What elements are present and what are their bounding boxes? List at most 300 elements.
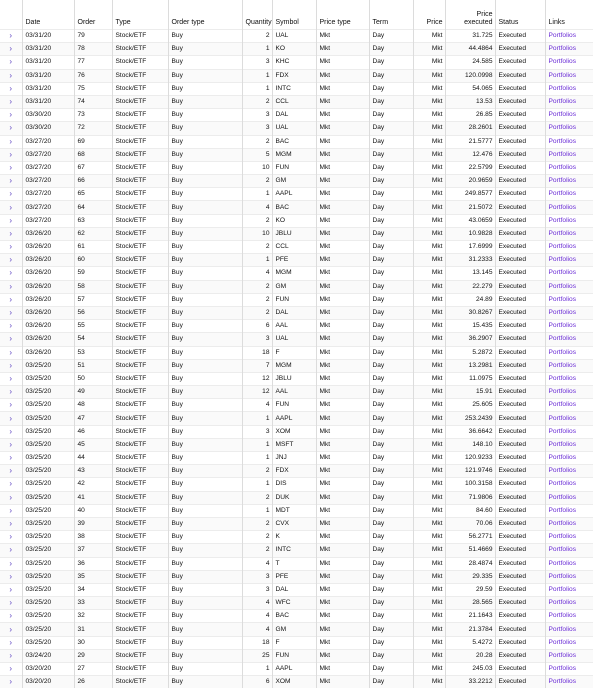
expand-row-chevron-icon[interactable]: › (0, 56, 22, 69)
expand-row-chevron-icon[interactable]: › (0, 333, 22, 346)
expand-row-chevron-icon[interactable]: › (0, 676, 22, 689)
portfolios-link[interactable]: Portfolios (545, 201, 593, 214)
term-cell: Day (369, 504, 413, 517)
price-executed-cell: 100.3158 (445, 478, 495, 491)
expand-row-chevron-icon[interactable]: › (0, 306, 22, 319)
date-cell: 03/31/20 (22, 95, 74, 108)
status-cell: Executed (495, 676, 545, 689)
date-cell: 03/27/20 (22, 175, 74, 188)
quantity-cell: 7 (242, 359, 272, 372)
status-cell: Executed (495, 557, 545, 570)
type-column-header[interactable]: Type (112, 0, 168, 30)
term-cell: Day (369, 412, 413, 425)
status-cell: Executed (495, 293, 545, 306)
portfolios-link[interactable]: Portfolios (545, 188, 593, 201)
expand-row-chevron-icon[interactable]: › (0, 557, 22, 570)
price-executed-cell: 28.2601 (445, 122, 495, 135)
symbol-cell: INTC (272, 82, 316, 95)
order-number-cell: 66 (74, 175, 112, 188)
portfolios-link[interactable]: Portfolios (545, 425, 593, 438)
table-row (0, 676, 593, 689)
portfolios-link[interactable]: Portfolios (545, 557, 593, 570)
type-cell: Stock/ETF (112, 69, 168, 82)
term-cell: Day (369, 531, 413, 544)
portfolios-link[interactable]: Portfolios (545, 293, 593, 306)
quantity-cell: 6 (242, 320, 272, 333)
portfolios-link[interactable]: Portfolios (545, 148, 593, 161)
status-cell: Executed (495, 214, 545, 227)
portfolios-link[interactable]: Portfolios (545, 30, 593, 43)
table-row (0, 399, 593, 412)
status-cell: Executed (495, 175, 545, 188)
symbol-cell: CCL (272, 241, 316, 254)
expand-row-chevron-icon[interactable]: › (0, 135, 22, 148)
price-executed-cell: 249.8577 (445, 188, 495, 201)
term-cell: Day (369, 227, 413, 240)
price-cell: Mkt (413, 188, 445, 201)
table-row (0, 214, 593, 227)
expand-row-chevron-icon[interactable]: › (0, 636, 22, 649)
expand-row-chevron-icon[interactable]: › (0, 517, 22, 530)
symbol-cell: AAL (272, 386, 316, 399)
type-cell: Stock/ETF (112, 491, 168, 504)
quantity-cell: 2 (242, 95, 272, 108)
portfolios-link[interactable]: Portfolios (545, 623, 593, 636)
expand-row-chevron-icon[interactable]: › (0, 425, 22, 438)
quantity-cell: 2 (242, 517, 272, 530)
term-cell: Day (369, 241, 413, 254)
expand-row-chevron-icon[interactable]: › (0, 346, 22, 359)
term-cell: Day (369, 438, 413, 451)
portfolios-link[interactable]: Portfolios (545, 531, 593, 544)
portfolios-link[interactable]: Portfolios (545, 372, 593, 385)
portfolios-link[interactable]: Portfolios (545, 320, 593, 333)
portfolios-link[interactable]: Portfolios (545, 43, 593, 56)
expand-row-chevron-icon[interactable]: › (0, 504, 22, 517)
expand-row-chevron-icon[interactable]: › (0, 610, 22, 623)
type-cell: Stock/ETF (112, 636, 168, 649)
date-column-header[interactable]: Date (22, 0, 74, 30)
term-cell: Day (369, 320, 413, 333)
symbol-cell: UAL (272, 122, 316, 135)
table-row (0, 201, 593, 214)
price-type-cell: Mkt (316, 148, 369, 161)
symbol-cell: KO (272, 43, 316, 56)
order-type-cell: Buy (168, 333, 242, 346)
date-cell: 03/26/20 (22, 333, 74, 346)
expand-row-chevron-icon[interactable]: › (0, 161, 22, 174)
quantity-cell: 1 (242, 438, 272, 451)
order-type-cell: Buy (168, 188, 242, 201)
term-cell: Day (369, 280, 413, 293)
expand-row-chevron-icon[interactable]: › (0, 30, 22, 43)
expand-row-chevron-icon[interactable]: › (0, 372, 22, 385)
portfolios-link[interactable]: Portfolios (545, 254, 593, 267)
portfolios-link[interactable]: Portfolios (545, 386, 593, 399)
type-cell: Stock/ETF (112, 109, 168, 122)
order-type-cell: Buy (168, 69, 242, 82)
symbol-cell: PFE (272, 254, 316, 267)
date-cell: 03/25/20 (22, 597, 74, 610)
price-type-cell: Mkt (316, 43, 369, 56)
portfolios-link[interactable]: Portfolios (545, 122, 593, 135)
price-executed-cell: 13.145 (445, 267, 495, 280)
type-cell: Stock/ETF (112, 597, 168, 610)
price-executed-column-header[interactable]: Price executed (445, 0, 495, 30)
expand-row-chevron-icon[interactable]: › (0, 69, 22, 82)
price-cell: Mkt (413, 30, 445, 43)
date-cell: 03/25/20 (22, 570, 74, 583)
expand-row-chevron-icon[interactable]: › (0, 570, 22, 583)
portfolios-link[interactable]: Portfolios (545, 438, 593, 451)
order-number-cell: 72 (74, 122, 112, 135)
expand-row-chevron-icon[interactable]: › (0, 148, 22, 161)
order-type-cell: Buy (168, 583, 242, 596)
expand-row-chevron-icon[interactable]: › (0, 649, 22, 662)
order-number-cell: 30 (74, 636, 112, 649)
price-cell: Mkt (413, 504, 445, 517)
portfolios-link[interactable]: Portfolios (545, 663, 593, 676)
portfolios-link[interactable]: Portfolios (545, 610, 593, 623)
expand-row-chevron-icon[interactable]: › (0, 465, 22, 478)
portfolios-link[interactable]: Portfolios (545, 504, 593, 517)
symbol-cell: PFE (272, 570, 316, 583)
term-cell: Day (369, 583, 413, 596)
price-type-cell: Mkt (316, 478, 369, 491)
portfolios-link[interactable]: Portfolios (545, 280, 593, 293)
date-cell: 03/25/20 (22, 452, 74, 465)
portfolios-link[interactable]: Portfolios (545, 465, 593, 478)
status-column-header[interactable]: Status (495, 0, 545, 30)
order-number-cell: 51 (74, 359, 112, 372)
order-number-cell: 33 (74, 597, 112, 610)
portfolios-link[interactable]: Portfolios (545, 636, 593, 649)
expand-row-chevron-icon[interactable]: › (0, 188, 22, 201)
symbol-cell: BAC (272, 135, 316, 148)
order-number-cell: 56 (74, 306, 112, 319)
status-cell: Executed (495, 517, 545, 530)
portfolios-link[interactable]: Portfolios (545, 227, 593, 240)
expand-row-chevron-icon[interactable]: › (0, 254, 22, 267)
expand-row-chevron-icon[interactable]: › (0, 386, 22, 399)
expand-row-chevron-icon[interactable]: › (0, 267, 22, 280)
date-cell: 03/31/20 (22, 69, 74, 82)
price-type-cell: Mkt (316, 531, 369, 544)
symbol-cell: BAC (272, 610, 316, 623)
table-row (0, 346, 593, 359)
date-cell: 03/25/20 (22, 425, 74, 438)
type-cell: Stock/ETF (112, 161, 168, 174)
type-cell: Stock/ETF (112, 504, 168, 517)
order-type-cell: Buy (168, 491, 242, 504)
expand-row-chevron-icon[interactable]: › (0, 201, 22, 214)
expand-row-chevron-icon[interactable]: › (0, 320, 22, 333)
portfolios-link[interactable]: Portfolios (545, 109, 593, 122)
symbol-cell: AAPL (272, 188, 316, 201)
price-cell: Mkt (413, 109, 445, 122)
portfolios-link[interactable]: Portfolios (545, 649, 593, 662)
portfolios-link[interactable]: Portfolios (545, 241, 593, 254)
expand-row-chevron-icon[interactable]: › (0, 583, 22, 596)
portfolios-link[interactable]: Portfolios (545, 214, 593, 227)
quantity-cell: 1 (242, 43, 272, 56)
price-column-header[interactable]: Price (413, 0, 445, 30)
portfolios-link[interactable]: Portfolios (545, 517, 593, 530)
expand-row-chevron-icon[interactable]: › (0, 109, 22, 122)
portfolios-link[interactable]: Portfolios (545, 346, 593, 359)
term-cell: Day (369, 333, 413, 346)
table-row (0, 583, 593, 596)
symbol-cell: GM (272, 175, 316, 188)
quantity-cell: 3 (242, 109, 272, 122)
order-type-cell: Buy (168, 43, 242, 56)
symbol-cell: T (272, 557, 316, 570)
expand-row-chevron-icon[interactable]: › (0, 438, 22, 451)
price-executed-cell: 22.279 (445, 280, 495, 293)
quantity-column-header[interactable]: Quantity (242, 0, 272, 30)
term-cell: Day (369, 597, 413, 610)
price-type-cell: Mkt (316, 241, 369, 254)
portfolios-link[interactable]: Portfolios (545, 135, 593, 148)
portfolios-link[interactable]: Portfolios (545, 306, 593, 319)
quantity-cell: 2 (242, 214, 272, 227)
price-executed-cell: 20.9659 (445, 175, 495, 188)
table-row (0, 30, 593, 43)
price-type-cell: Mkt (316, 372, 369, 385)
price-type-cell: Mkt (316, 161, 369, 174)
price-executed-cell: 17.6999 (445, 241, 495, 254)
date-cell: 03/26/20 (22, 254, 74, 267)
symbol-cell: JNJ (272, 452, 316, 465)
term-cell: Day (369, 109, 413, 122)
portfolios-link[interactable]: Portfolios (545, 676, 593, 689)
expand-row-chevron-icon[interactable]: › (0, 531, 22, 544)
portfolios-link[interactable]: Portfolios (545, 583, 593, 596)
term-cell: Day (369, 570, 413, 583)
portfolios-link[interactable]: Portfolios (545, 359, 593, 372)
term-cell: Day (369, 649, 413, 662)
expand-row-chevron-icon[interactable]: › (0, 241, 22, 254)
price-cell: Mkt (413, 359, 445, 372)
term-cell: Day (369, 372, 413, 385)
price-type-cell: Mkt (316, 175, 369, 188)
price-cell: Mkt (413, 56, 445, 69)
price-type-cell: Mkt (316, 267, 369, 280)
status-cell: Executed (495, 201, 545, 214)
term-column-header[interactable]: Term (369, 0, 413, 30)
price-cell: Mkt (413, 214, 445, 227)
order-type-column-header[interactable]: Order type (168, 0, 242, 30)
price-type-cell: Mkt (316, 214, 369, 227)
type-cell: Stock/ETF (112, 359, 168, 372)
price-cell: Mkt (413, 491, 445, 504)
expand-row-chevron-icon[interactable]: › (0, 293, 22, 306)
status-cell: Executed (495, 254, 545, 267)
price-cell: Mkt (413, 135, 445, 148)
price-type-cell: Mkt (316, 30, 369, 43)
order-type-cell: Buy (168, 293, 242, 306)
order-type-cell: Buy (168, 320, 242, 333)
quantity-cell: 5 (242, 148, 272, 161)
portfolios-link[interactable]: Portfolios (545, 95, 593, 108)
price-executed-cell: 5.4272 (445, 636, 495, 649)
table-row (0, 438, 593, 451)
term-cell: Day (369, 56, 413, 69)
order-number-cell: 34 (74, 583, 112, 596)
quantity-cell: 2 (242, 544, 272, 557)
type-cell: Stock/ETF (112, 438, 168, 451)
expand-row-chevron-icon[interactable]: › (0, 663, 22, 676)
order-number-cell: 45 (74, 438, 112, 451)
order-type-cell: Buy (168, 241, 242, 254)
price-type-cell: Mkt (316, 122, 369, 135)
date-cell: 03/25/20 (22, 359, 74, 372)
quantity-cell: 1 (242, 452, 272, 465)
expand-row-chevron-icon[interactable]: › (0, 399, 22, 412)
type-cell: Stock/ETF (112, 254, 168, 267)
expand-row-chevron-icon[interactable]: › (0, 452, 22, 465)
price-executed-cell: 120.9233 (445, 452, 495, 465)
date-cell: 03/25/20 (22, 517, 74, 530)
symbol-column-header[interactable]: Symbol (272, 0, 316, 30)
price-executed-cell: 121.9746 (445, 465, 495, 478)
order-type-cell: Buy (168, 346, 242, 359)
portfolios-link[interactable]: Portfolios (545, 69, 593, 82)
price-cell: Mkt (413, 570, 445, 583)
portfolios-link[interactable]: Portfolios (545, 597, 593, 610)
expand-row-chevron-icon[interactable]: › (0, 544, 22, 557)
expand-row-chevron-icon[interactable]: › (0, 359, 22, 372)
status-cell: Executed (495, 531, 545, 544)
table-row (0, 122, 593, 135)
portfolios-link[interactable]: Portfolios (545, 175, 593, 188)
price-cell: Mkt (413, 663, 445, 676)
status-cell: Executed (495, 56, 545, 69)
term-cell: Day (369, 148, 413, 161)
price-type-cell: Mkt (316, 254, 369, 267)
symbol-cell: AAL (272, 320, 316, 333)
expand-row-chevron-icon[interactable]: › (0, 95, 22, 108)
term-cell: Day (369, 95, 413, 108)
price-executed-cell: 26.85 (445, 109, 495, 122)
portfolios-link[interactable]: Portfolios (545, 570, 593, 583)
price-type-cell: Mkt (316, 95, 369, 108)
status-cell: Executed (495, 452, 545, 465)
expand-row-chevron-icon[interactable]: › (0, 597, 22, 610)
price-cell: Mkt (413, 201, 445, 214)
date-cell: 03/25/20 (22, 478, 74, 491)
expand-row-chevron-icon[interactable]: › (0, 623, 22, 636)
price-type-cell: Mkt (316, 188, 369, 201)
expand-row-chevron-icon[interactable]: › (0, 214, 22, 227)
price-cell: Mkt (413, 95, 445, 108)
table-row (0, 452, 593, 465)
order-number-cell: 67 (74, 161, 112, 174)
quantity-cell: 3 (242, 570, 272, 583)
price-type-column-header[interactable]: Price type (316, 0, 369, 30)
date-cell: 03/25/20 (22, 438, 74, 451)
order-number-cell: 37 (74, 544, 112, 557)
price-executed-cell: 56.2771 (445, 531, 495, 544)
price-cell: Mkt (413, 478, 445, 491)
table-row (0, 570, 593, 583)
term-cell: Day (369, 557, 413, 570)
type-cell: Stock/ETF (112, 30, 168, 43)
term-cell: Day (369, 623, 413, 636)
date-cell: 03/25/20 (22, 465, 74, 478)
table-row (0, 82, 593, 95)
portfolios-link[interactable]: Portfolios (545, 452, 593, 465)
table-row (0, 359, 593, 372)
order-number-cell: 68 (74, 148, 112, 161)
date-cell: 03/26/20 (22, 280, 74, 293)
expand-row-chevron-icon[interactable]: › (0, 227, 22, 240)
symbol-cell: KO (272, 214, 316, 227)
portfolios-link[interactable]: Portfolios (545, 399, 593, 412)
expand-row-chevron-icon[interactable]: › (0, 43, 22, 56)
date-cell: 03/27/20 (22, 201, 74, 214)
date-cell: 03/31/20 (22, 30, 74, 43)
date-cell: 03/25/20 (22, 610, 74, 623)
portfolios-link[interactable]: Portfolios (545, 333, 593, 346)
table-row (0, 557, 593, 570)
order-column-header[interactable]: Order (74, 0, 112, 30)
date-cell: 03/26/20 (22, 306, 74, 319)
order-number-cell: 55 (74, 320, 112, 333)
order-type-cell: Buy (168, 517, 242, 530)
portfolios-link[interactable]: Portfolios (545, 161, 593, 174)
expand-row-chevron-icon[interactable]: › (0, 280, 22, 293)
quantity-cell: 4 (242, 267, 272, 280)
portfolios-link[interactable]: Portfolios (545, 544, 593, 557)
price-executed-cell: 21.3784 (445, 623, 495, 636)
portfolios-link[interactable]: Portfolios (545, 478, 593, 491)
portfolios-link[interactable]: Portfolios (545, 412, 593, 425)
status-cell: Executed (495, 241, 545, 254)
price-type-cell: Mkt (316, 636, 369, 649)
price-type-cell: Mkt (316, 56, 369, 69)
expand-row-chevron-icon[interactable]: › (0, 122, 22, 135)
type-cell: Stock/ETF (112, 649, 168, 662)
expand-row-chevron-icon[interactable]: › (0, 478, 22, 491)
expand-row-chevron-icon[interactable]: › (0, 82, 22, 95)
expand-row-chevron-icon[interactable]: › (0, 491, 22, 504)
type-cell: Stock/ETF (112, 95, 168, 108)
type-cell: Stock/ETF (112, 544, 168, 557)
quantity-cell: 1 (242, 188, 272, 201)
order-number-cell: 74 (74, 95, 112, 108)
type-cell: Stock/ETF (112, 306, 168, 319)
price-cell: Mkt (413, 346, 445, 359)
price-executed-cell: 22.5799 (445, 161, 495, 174)
portfolios-link[interactable]: Portfolios (545, 267, 593, 280)
price-type-cell: Mkt (316, 135, 369, 148)
table-row (0, 306, 593, 319)
type-cell: Stock/ETF (112, 663, 168, 676)
order-type-cell: Buy (168, 676, 242, 689)
quantity-cell: 4 (242, 557, 272, 570)
portfolios-link[interactable]: Portfolios (545, 82, 593, 95)
price-executed-cell: 44.4864 (445, 43, 495, 56)
expand-row-chevron-icon[interactable]: › (0, 412, 22, 425)
price-executed-cell: 25.605 (445, 399, 495, 412)
expand-row-chevron-icon[interactable]: › (0, 175, 22, 188)
portfolios-link[interactable]: Portfolios (545, 56, 593, 69)
price-cell: Mkt (413, 43, 445, 56)
price-executed-cell: 12.476 (445, 148, 495, 161)
portfolios-link[interactable]: Portfolios (545, 491, 593, 504)
date-cell: 03/25/20 (22, 557, 74, 570)
